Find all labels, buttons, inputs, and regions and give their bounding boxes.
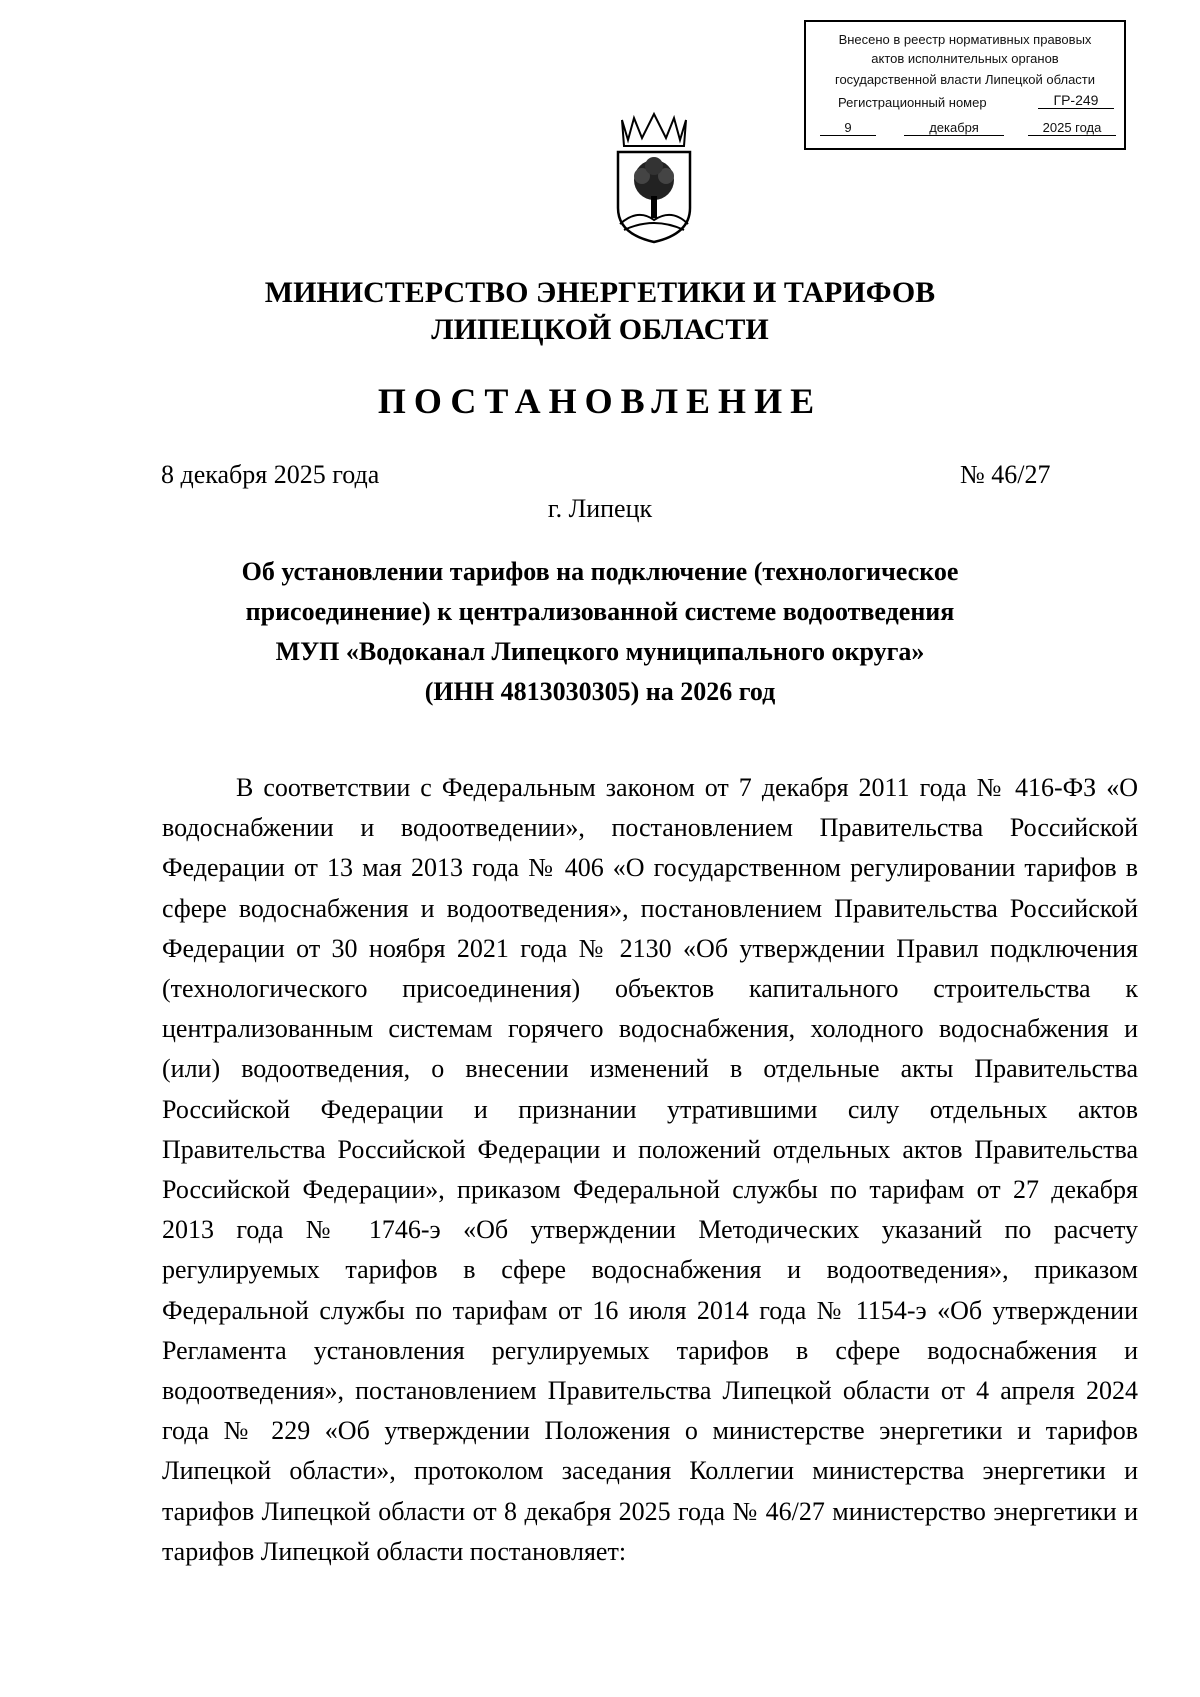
subject-line-2: присоединение) к централизованной системе водоотведения — [245, 597, 955, 626]
registry-stamp — [804, 20, 1126, 150]
document-date: 8 декабря 2025 года — [161, 460, 380, 489]
subject-line-1: Об установлении тарифов на подключение (технологическое — [241, 557, 959, 586]
stamp-line-3: государственной власти Липецкой области — [834, 72, 1096, 87]
stamp-reg-label: Регистрационный номер — [838, 95, 987, 110]
stamp-year: 2025 года — [1028, 120, 1116, 136]
stamp-line-1: Внесено в реестр нормативных правовых — [838, 32, 1092, 47]
stamp-reg-number: ГР-249 — [1038, 92, 1114, 109]
ministry-name-line-1: МИНИСТЕРСТВО ЭНЕРГЕТИКИ И ТАРИФОВ — [264, 276, 936, 309]
stamp-line-2: актов исполнительных органов — [871, 51, 1059, 66]
stamp-day: 9 — [820, 120, 876, 136]
stamp-month: декабря — [904, 120, 1004, 136]
subject-line-4: (ИНН 4813030305) на 2026 год — [424, 677, 776, 706]
body-paragraph: В соответствии с Федеральным законом от 7 декабря 2011 года № 416-ФЗ «О водоснабжении и водоотведении», постановлением Правительства Российской Федерации от 13 мая 2013 года № 406 «О государственном регулировании тарифов в сфере водоснабжения и водоотведения», постановлением Правительства Российской Федерации от 30 ноября 2021 года № 2130 «Об утверждении Правил подключения (технологического присоединения) объектов капитального строительства к централизованным системам горячего водоснабжения, холодного водоснабжения и (или) водоотведения, о внесении изменений в отдельные акты Правительства Российской Федерации и признании утратившими силу отдельных актов Правительства Российской Федерации и положений отдельных актов Правительства Российской Федерации», приказом Федеральной службы по тарифам от 27 декабря 2013 года № 1746-э «Об утверждении Методических указаний по расчету регулируемых тарифов в сфере водоснабжения и водоотведения», приказом Федеральной службы по тарифам от 16 июля 2014 года № 1154-э «Об утверждении Регламента установления регулируемых тарифов в сфере водоснабжения и водоотведения», постановлением Правительства Липецкой области от 4 апреля 2024 года № 229 «Об утверждении Положения о министерстве энергетики и тарифов Липецкой области», протоколом заседания Коллегии министерства энергетики и тарифов Липецкой области от 8 декабря 2025 года № 46/27 министерство энергетики и тарифов Липецкой области постановляет: — [162, 773, 1138, 1566]
document-number: № 46/27 — [960, 460, 1051, 489]
ministry-name — [0, 274, 1200, 348]
document-subject — [0, 552, 1200, 712]
document-city: г. Липецк — [547, 494, 653, 523]
document-type: ПОСТАНОВЛЕНИЕ — [377, 381, 823, 421]
coat-of-arms-icon — [612, 108, 696, 246]
subject-line-3: МУП «Водоканал Липецкого муниципального округа» — [275, 637, 925, 666]
ministry-name-line-2: ЛИПЕЦКОЙ ОБЛАСТИ — [431, 313, 769, 346]
